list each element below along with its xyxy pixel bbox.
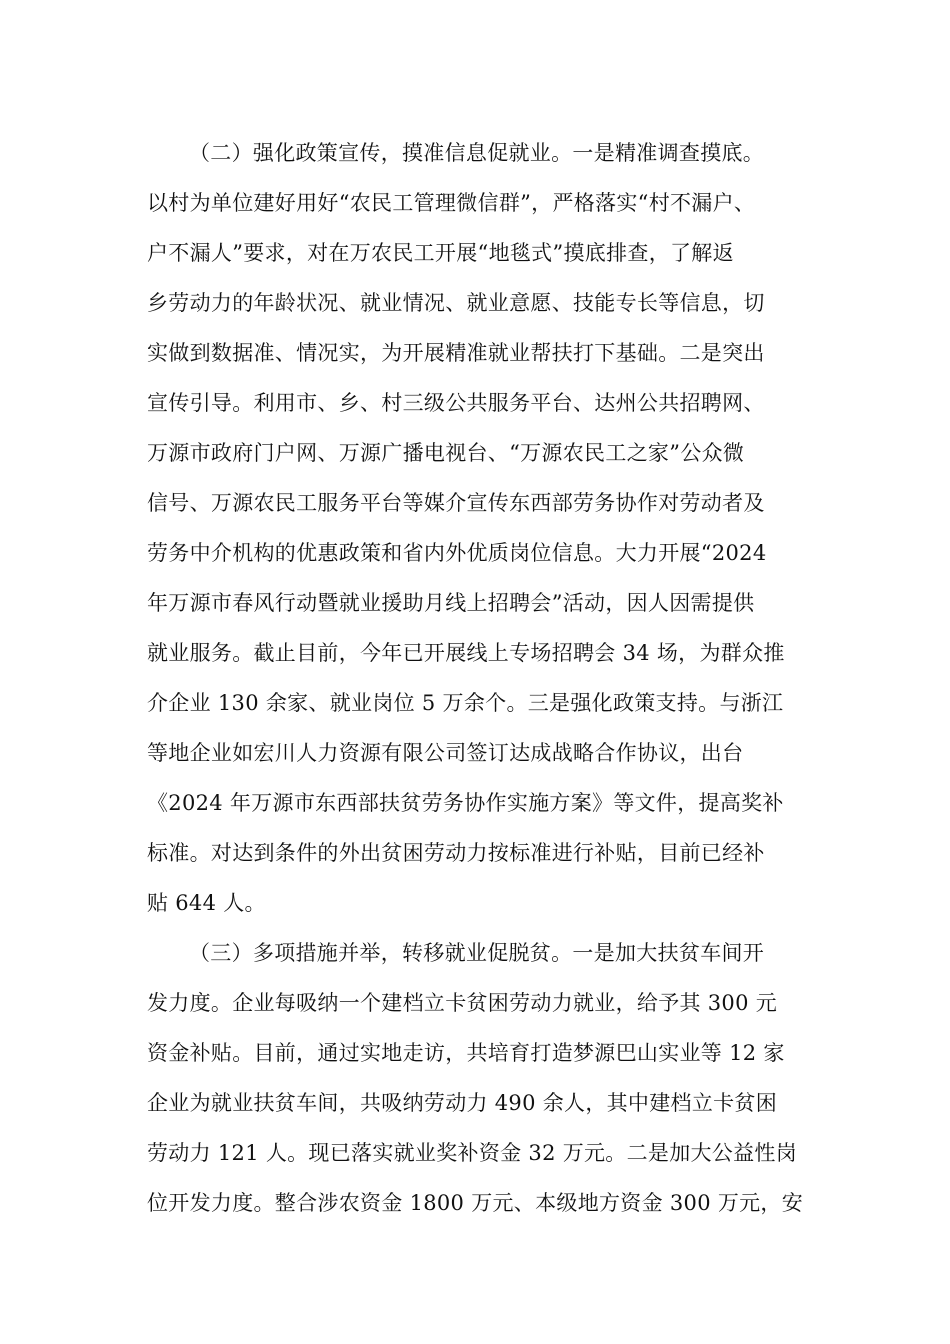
paragraph-line: 劳务中介机构的优惠政策和省内外优质岗位信息。大力开展“2024 <box>147 541 767 565</box>
paragraph-line: 户不漏人”要求，对在万农民工开展“地毯式”摸底排查，了解返 <box>147 241 734 265</box>
paragraph-line: 劳动力 121 人。现已落实就业奖补资金 32 万元。二是加大公益性岗 <box>147 1141 798 1165</box>
paragraph-line: 贴 644 人。 <box>147 891 266 915</box>
paragraph-line: 发力度。企业每吸纳一个建档立卡贫困劳动力就业，给予其 300 元 <box>147 991 778 1015</box>
paragraph-line: 宣传引导。利用市、乡、村三级公共服务平台、达州公共招聘网、 <box>147 391 765 415</box>
paragraph-line: 信号、万源农民工服务平台等媒介宣传东西部劳务协作对劳动者及 <box>147 491 765 515</box>
paragraph-line: 乡劳动力的年龄状况、就业情况、就业意愿、技能专长等信息，切 <box>147 291 765 315</box>
paragraph-line: （二）强化政策宣传，摸准信息促就业。一是精准调查摸底。 <box>189 141 765 165</box>
paragraph-line: 实做到数据准、情况实，为开展精准就业帮扶打下基础。二是突出 <box>147 341 765 365</box>
paragraph-policy-publicity <box>147 128 807 928</box>
paragraph-line: 年万源市春风行动暨就业援助月线上招聘会”活动，因人因需提供 <box>147 591 755 615</box>
paragraph-line: 以村为单位建好用好“农民工管理微信群”，严格落实“村不漏户、 <box>147 191 756 215</box>
paragraph-line: 标准。对达到条件的外出贫困劳动力按标准进行补贴，目前已经补 <box>147 841 765 865</box>
paragraph-employment-transfer <box>147 928 807 1228</box>
paragraph-line: 就业服务。截止目前，今年已开展线上专场招聘会 34 场，为群众推 <box>147 641 785 665</box>
paragraph-line: 《2024 年万源市东西部扶贫劳务协作实施方案》等文件，提高奖补 <box>147 791 784 815</box>
paragraph-line: 位开发力度。整合涉农资金 1800 万元、本级地方资金 300 万元，安 <box>147 1191 804 1215</box>
paragraph-line: 万源市政府门户网、万源广播电视台、“万源农民工之家”公众微 <box>147 441 745 465</box>
paragraph-line: 等地企业如宏川人力资源有限公司签订达成战略合作协议，出台 <box>147 741 744 765</box>
paragraph-line: 资金补贴。目前，通过实地走访，共培育打造梦源巴山实业等 12 家 <box>147 1041 785 1065</box>
paragraph-line: 企业为就业扶贫车间，共吸纳劳动力 490 余人，其中建档立卡贫困 <box>147 1091 778 1115</box>
paragraph-line: （三）多项措施并举，转移就业促脱贫。一是加大扶贫车间开 <box>189 941 765 965</box>
paragraph-line: 介企业 130 余家、就业岗位 5 万余个。三是强化政策支持。与浙江 <box>147 691 784 715</box>
